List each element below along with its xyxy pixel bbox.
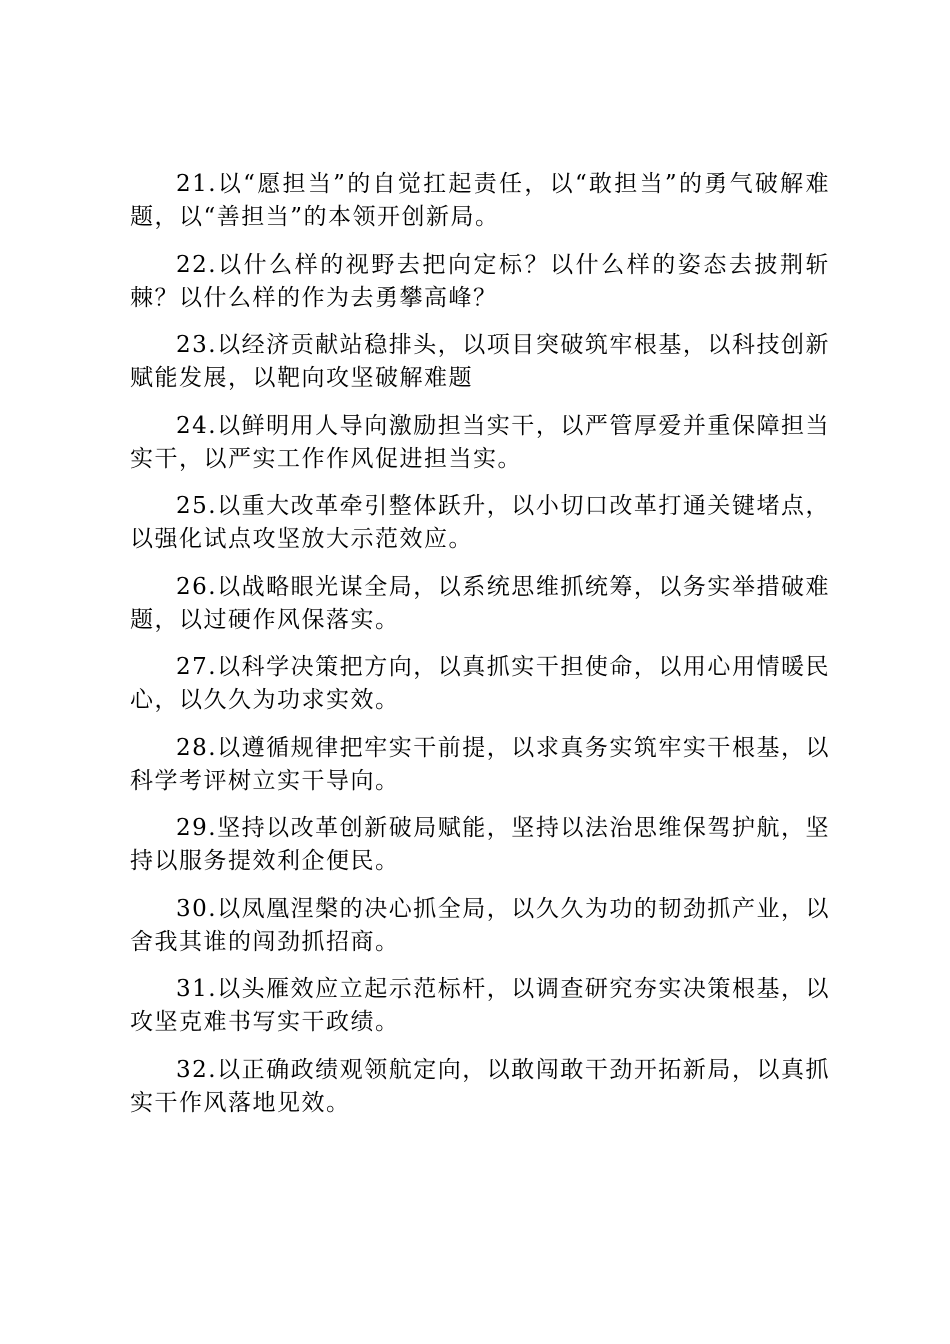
paragraph-32: 32.以正确政绩观领航定向，以敢闯敢干劲开拓新局，以真抓实干作风落地见效。	[130, 1056, 830, 1116]
paragraph-23: 23.以经济贡献站稳排头，以项目突破筑牢根基，以科技创新赋能发展，以靶向攻坚破解难题	[130, 332, 830, 391]
paragraph-29: 29.坚持以改革创新破局赋能，坚持以法治思维保驾护航，坚持以服务提效利企便民。	[130, 815, 830, 874]
paragraph-26: 26.以战略眼光谋全局，以系统思维抓统筹，以务实举措破难题，以过硬作风保落实。	[130, 573, 830, 633]
document-body	[130, 168, 830, 1134]
paragraph-28: 28.以遵循规律把牢实干前提，以求真务实筑牢实干根基，以科学考评树立实干导向。	[130, 734, 830, 794]
paragraph-24: 24.以鲜明用人导向激励担当实干，以严管厚爱并重保障担当实干，以严实工作作风促进担当实。	[130, 412, 830, 472]
paragraph-31: 31.以头雁效应立起示范标杆，以调查研究夯实决策根基，以攻坚克难书写实干政绩。	[130, 976, 830, 1035]
paragraph-27: 27.以科学决策把方向，以真抓实干担使命，以用心用情暖民心，以久久为功求实效。	[130, 654, 830, 713]
paragraph-22: 22.以什么样的视野去把向定标？以什么样的姿态去披荆斩棘？以什么样的作为去勇攀高峰？	[130, 251, 830, 311]
paragraph-25: 25.以重大改革牵引整体跃升，以小切口改革打通关键堵点，以强化试点攻坚放大示范效应。	[130, 493, 830, 552]
paragraph-21: 21.以“愿担当”的自觉扛起责任，以“敢担当”的勇气破解难题，以“善担当”的本领开创新局。	[130, 171, 830, 230]
paragraph-30: 30.以凤凰涅槃的决心抓全局，以久久为功的韧劲抓产业，以舍我其谁的闯劲抓招商。	[130, 895, 830, 955]
